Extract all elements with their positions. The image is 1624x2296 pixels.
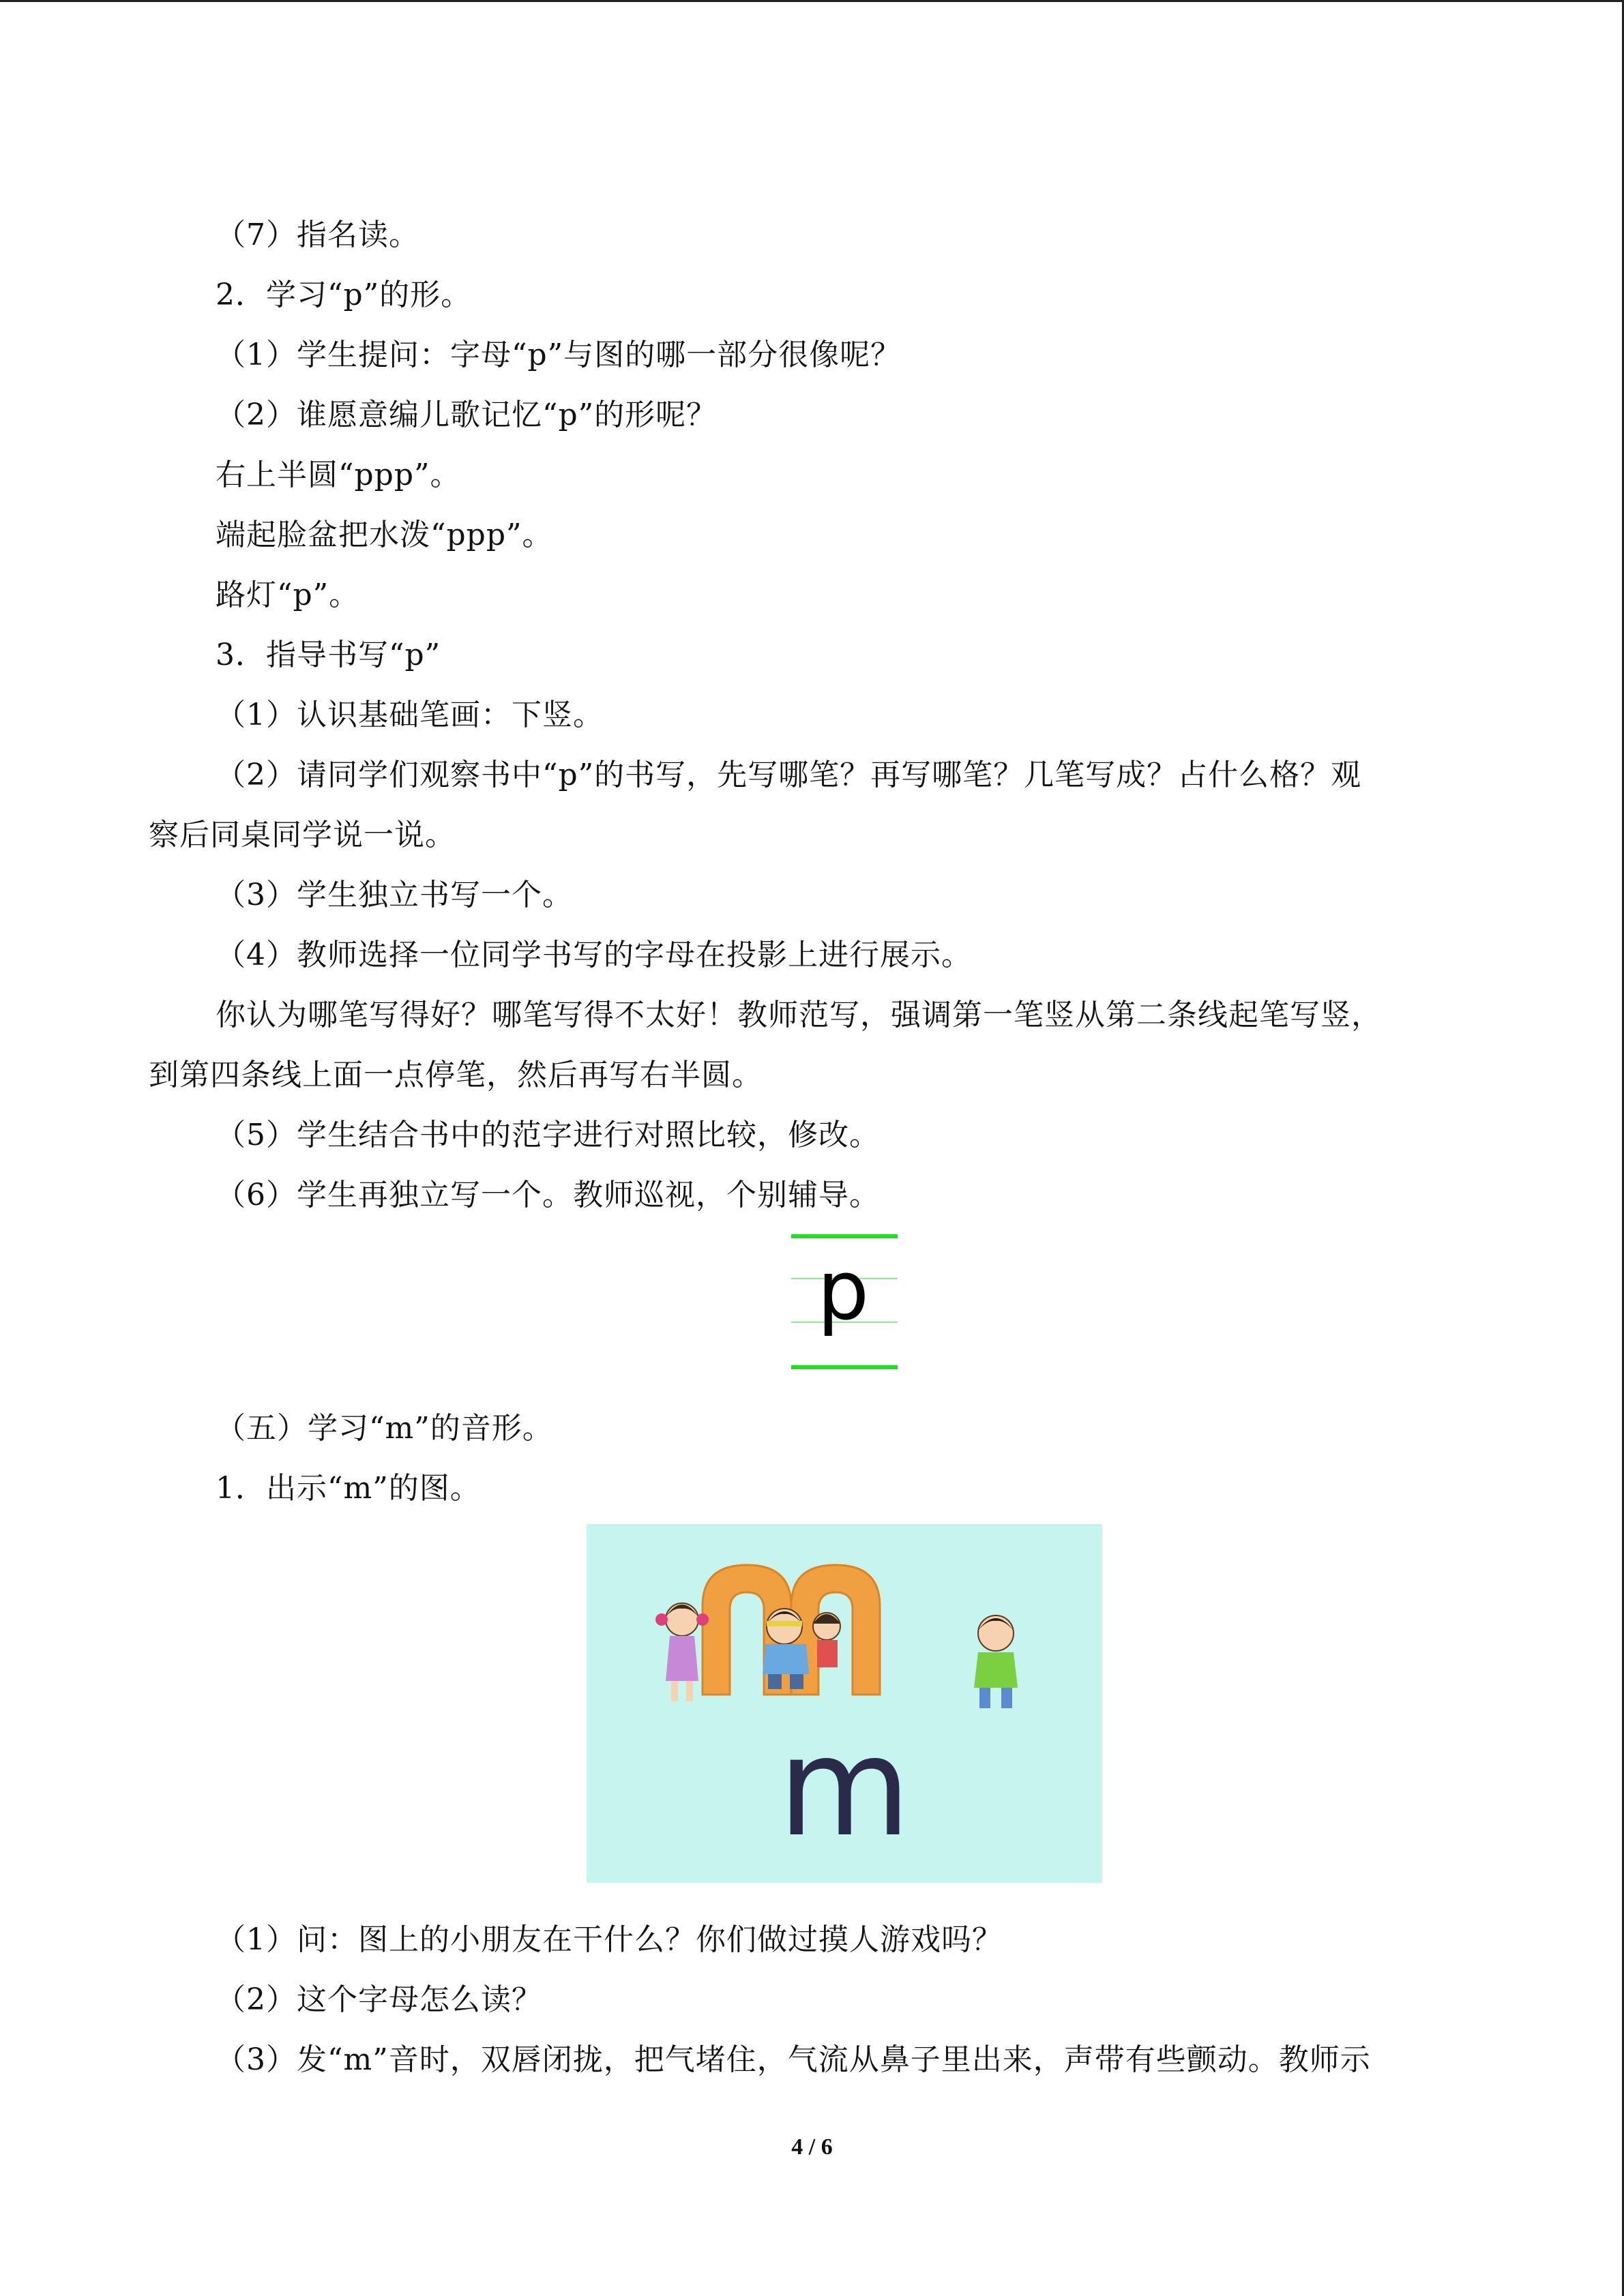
text-line: （1）学生提问：字母“p”与图的哪一部分很像呢？: [216, 338, 902, 372]
text-line: （3）学生独立书写一个。: [216, 878, 573, 912]
page-number: 4 / 6: [791, 2134, 833, 2160]
text-line: （4）教师选择一位同学书写的字母在投影上进行展示。: [216, 938, 972, 972]
child-left: [655, 1603, 709, 1701]
text-line: 到第四条线上面一点停笔，然后再写右半圆。: [149, 1058, 763, 1092]
text-line: （7）指名读。: [216, 218, 419, 252]
text-line: 1．出示“m”的图。: [216, 1471, 481, 1506]
text-line: （5）学生结合书中的范字进行对照比较，修改。: [216, 1118, 880, 1152]
text-line: （2）谁愿意编儿歌记忆“p”的形呢？: [216, 398, 718, 432]
text-line: 端起脸盆把水泼“ppp”。: [216, 518, 553, 552]
grid-letter-p: p: [817, 1244, 870, 1339]
page-top-border: [0, 0, 1624, 2]
text-line: （1）认识基础笔画：下竖。: [216, 698, 604, 732]
writing-grid: [791, 1234, 898, 1371]
text-line: 路灯“p”。: [216, 578, 360, 612]
text-line: 2．学习“p”的形。: [216, 278, 472, 312]
text-line: 察后同桌同学说一说。: [149, 818, 456, 852]
text-line: （6）学生再独立写一个。教师巡视，个别辅导。: [216, 1178, 880, 1212]
text-line: （2）这个字母怎么读？: [216, 1982, 542, 2017]
grid-line-top: [791, 1234, 898, 1238]
m-illustration: [587, 1524, 1102, 1883]
text-line: （2）请同学们观察书中“p”的书写，先写哪笔？再写哪笔？几笔写成？占什么格？观: [216, 758, 1362, 792]
grid-line-bottom: [791, 1365, 898, 1369]
text-line: 右上半圆“ppp”。: [216, 458, 461, 492]
text-line: 3．指导书写“p”: [216, 638, 441, 672]
text-line: 你认为哪笔写得好？哪笔写得不太好！教师范写，强调第一笔竖从第二条线起笔写竖，: [216, 998, 1382, 1032]
text-line: （五）学习“m”的音形。: [216, 1411, 553, 1446]
child-hiding: [813, 1613, 840, 1667]
child-right: [974, 1615, 1018, 1708]
text-line: （3）发“m”音时，双唇闭拢，把气堵住，气流从鼻子里出来，声带有些颤动。教师示: [216, 2042, 1371, 2077]
text-line: （1）问：图上的小朋友在干什么？你们做过摸人游戏吗？: [216, 1922, 1003, 1957]
illustration-letter-m: m: [778, 1708, 911, 1867]
